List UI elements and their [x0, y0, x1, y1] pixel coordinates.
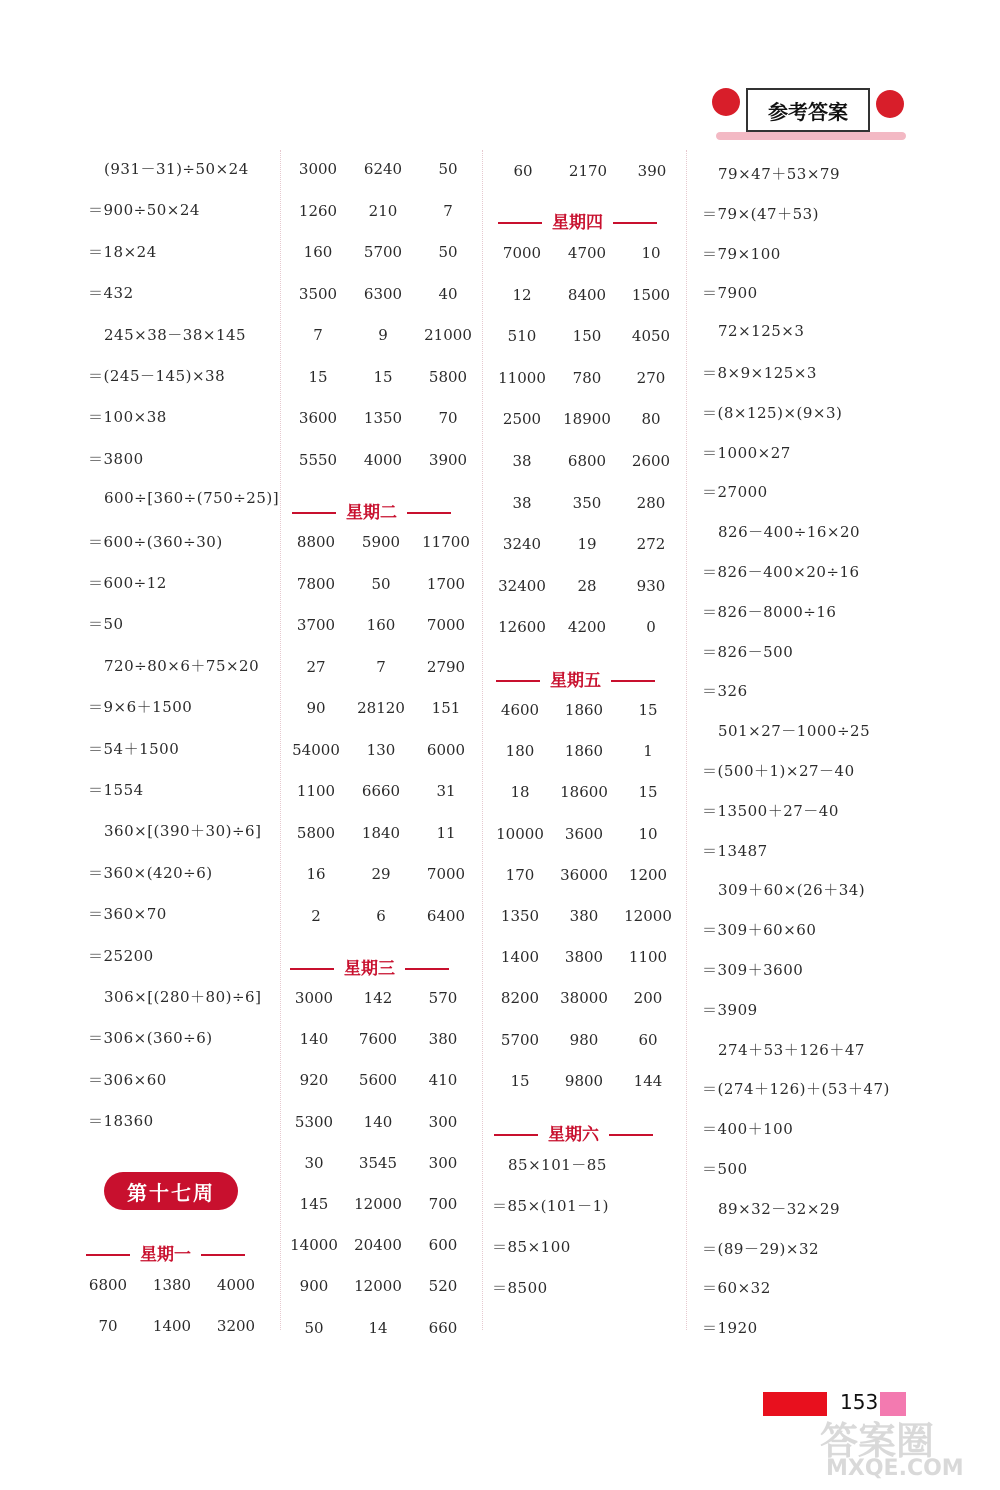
calc-line: ＝(8×125)×(9×3)	[702, 403, 843, 422]
answer-cell: 145	[299, 1195, 329, 1213]
answer-cell: 12600	[498, 618, 546, 637]
calc-line: ＝1920	[702, 1319, 758, 1338]
calc-line: ＝3909	[702, 1000, 758, 1019]
answer-cell: 200	[633, 989, 663, 1008]
answer-cell: 18900	[563, 410, 611, 429]
answer-cell: 80	[641, 410, 661, 429]
answer-cell: 2170	[568, 162, 608, 180]
answer-cell: 27	[306, 657, 326, 676]
answer-cell: 8400	[567, 285, 607, 304]
header-base	[716, 132, 906, 140]
calc-line: ＝1000×27	[702, 443, 791, 462]
calc-line: ＝13500＋27－40	[702, 801, 839, 820]
answer-cell: 3000	[294, 989, 334, 1007]
answer-cell: 1350	[363, 409, 403, 427]
answer-cell: 7600	[358, 1030, 398, 1049]
answer-cell: 5700	[363, 243, 403, 261]
calc-line: ＝54＋1500	[88, 739, 180, 758]
day-heading-tuesday: 星期二	[282, 498, 461, 523]
calc-line: ＝826－400×20÷16	[702, 563, 860, 581]
answer-cell: 14	[368, 1318, 388, 1337]
answer-cell: 8200	[500, 989, 540, 1008]
watermark-url: MXQE.COM	[826, 1456, 964, 1481]
answer-cell: 1860	[564, 701, 604, 719]
answer-cell: 6400	[426, 906, 466, 925]
day-heading-friday: 星期五	[486, 666, 665, 691]
header-title: 参考答案	[746, 88, 870, 132]
calc-line: ＝7900	[702, 284, 758, 303]
answer-cell: 29	[371, 865, 391, 883]
calc-line: ＝360×(420÷6)	[88, 863, 213, 882]
calc-line: 600÷[360÷(750÷25)]	[104, 489, 280, 508]
day-heading-thursday: 星期四	[488, 208, 667, 233]
answer-cell: 2	[311, 906, 321, 925]
answer-cell: 11	[436, 823, 456, 842]
day-heading-saturday: 星期六	[484, 1120, 663, 1145]
answer-cell: 38	[512, 452, 532, 470]
answer-cell: 3900	[428, 450, 468, 469]
answer-cell: 7000	[426, 616, 466, 634]
calc-line: 274＋53＋126＋47	[718, 1040, 865, 1059]
answer-cell: 210	[368, 201, 398, 220]
calc-line: (931－31)÷50×24	[104, 160, 249, 178]
answer-cell: 1840	[361, 823, 401, 842]
answer-cell: 930	[636, 576, 666, 595]
answer-cell: 60	[638, 1030, 658, 1049]
answer-cell: 3800	[564, 948, 604, 967]
answer-cell: 50	[438, 243, 458, 261]
answer-cell: 7000	[502, 244, 542, 262]
answer-cell: 4600	[500, 701, 540, 719]
answer-cell: 350	[572, 493, 602, 512]
answer-cell: 31	[436, 782, 456, 800]
answer-cell: 36000	[560, 865, 608, 884]
answer-header	[706, 82, 906, 152]
answer-cell: 28	[577, 576, 597, 595]
answer-cell: 160	[303, 243, 333, 261]
calc-line: ＝18360	[88, 1112, 154, 1131]
calc-line: ＝60×32	[702, 1279, 771, 1298]
answer-cell: 660	[428, 1318, 458, 1337]
answer-cell: 7	[313, 326, 323, 344]
answer-cell: 6000	[426, 740, 466, 759]
calc-line: ＝306×60	[88, 1070, 167, 1089]
answer-cell: 0	[646, 618, 656, 637]
answer-cell: 300	[428, 1153, 458, 1172]
answer-cell: 5300	[294, 1112, 334, 1131]
answer-cell: 4200	[567, 618, 607, 637]
answer-cell: 1100	[296, 782, 336, 800]
day-heading-monday: 星期一	[76, 1240, 255, 1265]
answer-cell: 3600	[564, 824, 604, 843]
answer-cell: 4000	[363, 450, 403, 469]
answer-cell: 10	[641, 244, 661, 262]
calc-line: ＝400＋100	[702, 1120, 794, 1139]
answer-cell: 7800	[296, 574, 336, 593]
answer-cell: 1860	[564, 742, 604, 761]
calc-line: ＝326	[702, 682, 748, 701]
calc-line: ＝79×(47＋53)	[702, 204, 820, 223]
answer-cell: 1400	[500, 948, 540, 967]
calc-line: 360×[(390＋30)÷6]	[104, 822, 262, 841]
answer-cell: 16	[306, 865, 326, 883]
answer-cell: 50	[371, 574, 391, 593]
answer-cell: 10	[638, 824, 658, 843]
mascot-left-icon	[712, 88, 740, 116]
answer-cell: 3600	[298, 409, 338, 427]
answer-cell: 70	[438, 409, 458, 427]
answer-cell: 18600	[560, 783, 608, 802]
column-divider	[482, 150, 483, 1330]
calc-line: 720÷80×6＋75×20	[104, 656, 260, 675]
answer-cell: 7000	[426, 865, 466, 883]
answer-cell: 2500	[502, 410, 542, 429]
answer-cell: 7	[443, 201, 453, 220]
answer-cell: 1	[643, 742, 653, 761]
answer-cell: 5550	[298, 450, 338, 469]
calc-line: 89×32－32×29	[718, 1199, 840, 1218]
calc-line: ＝27000	[702, 483, 768, 502]
answer-cell: 5700	[500, 1030, 540, 1049]
calc-line: ＝432	[88, 284, 134, 303]
answer-cell: 38000	[560, 989, 608, 1008]
answer-cell: 151	[431, 699, 461, 717]
answer-cell: 144	[633, 1071, 663, 1090]
calc-line: ＝600÷12	[88, 574, 167, 592]
answer-cell: 140	[363, 1112, 393, 1131]
answer-cell: 510	[507, 327, 537, 346]
calc-line: ＝100×38	[88, 408, 167, 427]
calc-line: ＝8500	[492, 1279, 548, 1297]
calc-line: ＝309＋60×60	[702, 921, 817, 940]
answer-cell: 15	[638, 701, 658, 719]
answer-cell: 9	[378, 326, 388, 344]
answer-cell: 380	[428, 1030, 458, 1049]
answer-cell: 390	[637, 162, 667, 180]
calc-line: 501×27－1000÷25	[718, 722, 871, 741]
answer-cell: 3500	[298, 284, 338, 303]
answer-cell: 18	[510, 783, 530, 802]
answer-cell: 920	[299, 1071, 329, 1090]
answer-cell: 6240	[363, 160, 403, 178]
calc-line: ＝(500＋1)×27－40	[702, 762, 855, 780]
answer-cell: 4700	[567, 244, 607, 262]
answer-cell: 5800	[428, 367, 468, 386]
answer-cell: 4000	[216, 1276, 256, 1294]
calc-line: ＝900÷50×24	[88, 201, 200, 220]
calc-line: ＝79×100	[702, 244, 781, 263]
answer-cell: 15	[638, 783, 658, 802]
answer-cell: 1200	[628, 865, 668, 884]
answer-cell: 270	[636, 368, 666, 387]
answer-cell: 19	[577, 535, 597, 554]
answer-cell: 70	[98, 1317, 118, 1335]
answer-cell: 5800	[296, 823, 336, 842]
answer-cell: 38	[512, 493, 532, 512]
calc-line: 245×38－38×145	[104, 325, 247, 344]
calc-line: ＝13487	[702, 841, 768, 860]
calc-line: ＝50	[88, 615, 124, 634]
calc-line: ＝(245－145)×38	[88, 367, 226, 385]
answer-cell: 410	[428, 1071, 458, 1090]
answer-cell: 1350	[500, 907, 540, 925]
answer-cell: 272	[636, 535, 666, 554]
answer-cell: 130	[366, 740, 396, 759]
answer-cell: 15	[373, 367, 393, 386]
answer-cell: 3200	[216, 1317, 256, 1335]
answer-cell: 6800	[88, 1276, 128, 1294]
answer-cell: 12000	[624, 907, 672, 925]
answer-cell: 300	[428, 1112, 458, 1131]
calc-line: 306×[(280＋80)÷6]	[104, 988, 262, 1006]
answer-cell: 9800	[564, 1071, 604, 1090]
answer-cell: 6800	[567, 452, 607, 470]
answer-cell: 40	[438, 284, 458, 303]
calc-line: ＝826－8000÷16	[702, 602, 837, 621]
answer-cell: 50	[438, 160, 458, 178]
calc-line: ＝25200	[88, 946, 154, 965]
answer-cell: 700	[428, 1195, 458, 1213]
calc-line: ＝8×9×125×3	[702, 364, 817, 382]
answer-cell: 14000	[290, 1236, 338, 1255]
calc-line: 85×101－85	[508, 1156, 607, 1174]
week-badge: 第十七周	[104, 1172, 238, 1210]
answer-cell: 50	[304, 1318, 324, 1337]
answer-cell: 8800	[296, 533, 336, 551]
answer-cell: 90	[306, 699, 326, 717]
answer-cell: 15	[510, 1071, 530, 1090]
answer-cell: 180	[505, 742, 535, 761]
answer-cell: 15	[308, 367, 328, 386]
calc-line: ＝826－500	[702, 642, 794, 661]
answer-cell: 380	[569, 907, 599, 925]
calc-line: ＝309＋3600	[702, 961, 804, 979]
answer-cell: 2600	[631, 452, 671, 470]
calc-line: ＝306×(360÷6)	[88, 1029, 213, 1048]
answer-cell: 12	[512, 285, 532, 304]
answer-cell: 1380	[152, 1276, 192, 1294]
answer-cell: 11700	[422, 533, 470, 551]
answer-cell: 3000	[298, 160, 338, 178]
mascot-right-icon	[876, 90, 904, 118]
calc-line: ＝600÷(360÷30)	[88, 532, 223, 551]
answer-cell: 6	[376, 906, 386, 925]
answer-cell: 1700	[426, 574, 466, 593]
calc-line: ＝85×100	[492, 1238, 571, 1256]
column-divider	[686, 150, 687, 1330]
answer-cell: 4050	[631, 327, 671, 346]
page-bar	[763, 1392, 827, 1416]
answer-cell: 11000	[498, 368, 546, 387]
answer-cell: 3545	[358, 1153, 398, 1172]
answer-cell: 5900	[361, 533, 401, 551]
answer-cell: 780	[572, 368, 602, 387]
calc-line: ＝18×24	[88, 242, 157, 261]
calc-line: ＝500	[702, 1160, 748, 1178]
calc-line: 79×47＋53×79	[718, 165, 840, 183]
calc-line: ＝85×(101－1)	[492, 1197, 610, 1215]
calc-line: ＝(274＋126)＋(53＋47)	[702, 1080, 890, 1099]
answer-cell: 980	[569, 1030, 599, 1049]
answer-cell: 170	[505, 865, 535, 884]
answer-cell: 12000	[354, 1195, 402, 1213]
calc-line: ＝(89－29)×32	[702, 1239, 820, 1258]
calc-line: ＝3800	[88, 449, 144, 468]
answer-cell: 900	[299, 1277, 329, 1296]
answer-cell: 142	[363, 989, 393, 1007]
answer-cell: 1500	[631, 285, 671, 304]
answer-cell: 28120	[357, 699, 405, 717]
answer-cell: 12000	[354, 1277, 402, 1296]
answer-cell: 10000	[496, 824, 544, 843]
answer-cell: 32400	[498, 576, 546, 595]
calc-line: 309＋60×(26＋34)	[718, 881, 866, 900]
answer-cell: 1400	[152, 1317, 192, 1335]
answer-cell: 30	[304, 1153, 324, 1172]
answer-cell: 6660	[361, 782, 401, 800]
answer-cell: 20400	[354, 1236, 402, 1255]
answer-cell: 2790	[426, 657, 466, 676]
answer-cell: 54000	[292, 740, 340, 759]
answer-cell: 280	[636, 493, 666, 512]
answer-cell: 570	[428, 989, 458, 1007]
answer-cell: 150	[572, 327, 602, 346]
calc-line: 72×125×3	[718, 322, 805, 341]
answer-cell: 7	[376, 657, 386, 676]
answer-cell: 21000	[424, 326, 472, 344]
answer-cell: 3240	[502, 535, 542, 554]
answer-cell: 520	[428, 1277, 458, 1296]
calc-line: ＝360×70	[88, 905, 167, 924]
answer-cell: 1100	[628, 948, 668, 967]
answer-cell: 60	[513, 162, 533, 180]
day-heading-wednesday: 星期三	[280, 954, 459, 979]
answer-cell: 1260	[298, 201, 338, 220]
calc-line: ＝9×6＋1500	[88, 698, 193, 717]
page-number: 153	[840, 1390, 879, 1414]
column-divider	[280, 150, 281, 1330]
answer-cell: 160	[366, 616, 396, 634]
watermark-logo: 答案圈	[820, 1419, 935, 1463]
answer-cell: 6300	[363, 284, 403, 303]
answer-cell: 3700	[296, 616, 336, 634]
answer-cell: 140	[299, 1030, 329, 1049]
answer-cell: 5600	[358, 1071, 398, 1090]
calc-line: ＝1554	[88, 781, 144, 799]
answer-cell: 600	[428, 1236, 458, 1255]
calc-line: 826－400÷16×20	[718, 523, 861, 542]
